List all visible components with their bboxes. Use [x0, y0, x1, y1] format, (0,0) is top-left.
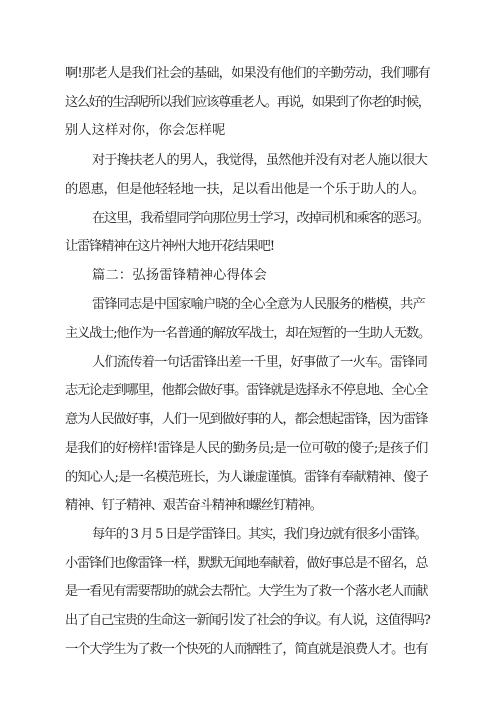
- text-line: 精神、钉子精神、艰苦奋斗精神和螺丝钉精神。: [65, 498, 322, 513]
- text-line: 别人这样对你，你会怎样呢: [65, 123, 226, 138]
- text-line: 对于搀扶老人的男人，我觉得，虽然他并没有对老人施以很大: [92, 153, 428, 168]
- text-line: 啊!那老人是我们社会的基础，如果没有他们的辛勤劳动，我们哪有: [65, 66, 430, 81]
- text-line: 是一看见有需要帮助的就会去帮忙。大学生为了救一个落水老人而献: [65, 584, 428, 599]
- text-line: 出了自己宝贵的生命这一新闻引发了社会的争议。有人说，这值得吗?: [65, 613, 430, 628]
- text-line: 是我们的好榜样!雷锋是人民的勤务员;是一位可敬的傻子;是孩子们: [65, 441, 428, 456]
- text-line: 每年的 3 月 5 日是学雷锋日。其实，我们身边就有很多小雷锋。: [92, 527, 427, 542]
- text-line: 意为人民做好事，人们一见到做好事的人，都会想起雷锋，因为雷锋: [65, 412, 428, 427]
- text-line: 在这里，我希望同学向那位男士学习，改掉司机和乘客的恶习。: [92, 211, 429, 226]
- text-line: 一个大学生为了救一个快死的人而牺牲了，简直就是浪费人才。也有: [65, 642, 428, 657]
- text-line: 这么好的生活呢所以我们应该尊重老人。再说，如果到了你老的时候，: [65, 95, 430, 110]
- section-heading: 篇二：弘扬雷锋精神心得体会: [92, 268, 267, 283]
- text-line: 雷锋同志是中国家喻户晓的全心全意为人民服务的楷模，共产: [92, 297, 425, 312]
- text-line: 志无论走到哪里，他都会做好事。雷锋就是选择永不停息地、全心全: [65, 383, 428, 398]
- text-line: 让雷锋精神在这片神州大地开花结果吧!: [65, 239, 274, 254]
- text-line: 的恩惠，但是他轻轻地一扶，足以看出他是一个乐于助人的人。: [65, 182, 425, 197]
- text-line: 主义战士;他作为一名普通的解放军战士，却在短暂的一生助人无数。: [65, 326, 431, 341]
- text-line: 人们流传着一句话雷锋出差一千里，好事做了一火车。雷锋同: [92, 355, 428, 370]
- text-line: 小雷锋们也像雷锋一样，默默无闻地奉献着，做好事总是不留名，总: [65, 556, 428, 571]
- text-line: 的知心人;是一名模范班长，为人谦虚谨慎。雷锋有奉献精神、傻子: [65, 470, 428, 485]
